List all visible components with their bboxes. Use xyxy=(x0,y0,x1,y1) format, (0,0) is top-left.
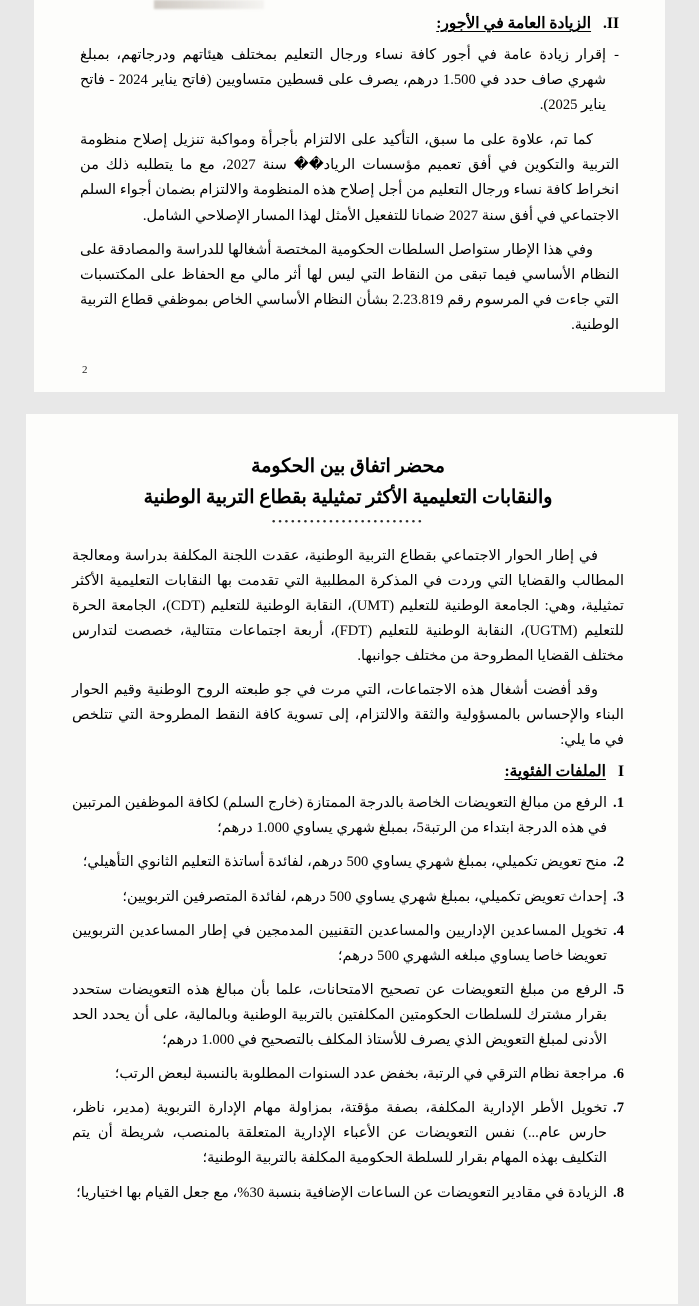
page-title-line-1: محضر اتفاق بين الحكومة xyxy=(251,456,445,477)
list-item xyxy=(72,850,624,875)
list-item-number: 4. xyxy=(613,922,624,939)
numbered-list xyxy=(72,791,624,1205)
list-item-text: إحداث تعويض تكميلي، بمبلغ شهري يساوي 500 درهم، لفائدة المتصرفين التربويين؛ xyxy=(122,888,608,905)
page-title xyxy=(72,452,624,514)
section-number-i: I xyxy=(617,763,624,781)
list-item xyxy=(72,978,624,1053)
list-item-text: منح تعويض تكميلي، بمبلغ شهري يساوي 500 درهم، لفائدة أساتذة التعليم الثانوي التأهيلي؛ xyxy=(82,854,608,871)
bulleted-paragraph-text: إقرار زيادة عامة في أجور كافة نساء ورجال التعليم بمختلف هيئاتهم ودرجاتهم، بمبلغ شهري صاف حدد في 1.500 درهم، يصرف على قسطين متساويين (فاتح يناير 2024 - فاتح يناير 2025). xyxy=(80,47,607,114)
list-item-number: 1. xyxy=(613,795,624,812)
sheet-separator xyxy=(0,392,699,414)
list-item-number: 8. xyxy=(613,1184,624,1201)
list-item-number: 7. xyxy=(613,1100,624,1117)
list-item-text: الرفع من مبلغ التعويضات عن تصحيح الامتحانات، علما بأن مبالغ هذه التعويضات ستحدد بقرار مشترك للسلطات الحكومتين المكلفتين بالتربية الوطنية وبالمالية، على أن يحدد الحد الأدنى لمبلغ التعويض الذي يصرف للأستاذ المكلف بالتصحيح في 1.000 درهم؛ xyxy=(72,981,608,1049)
list-item-number: 6. xyxy=(613,1066,624,1083)
list-item-text: تخويل المساعدين الإداريين والمساعدين التقنيين المدمجين في إطار المساعدين التربويين تعويضا خاصا يساوي مبلغه الشهري 500 درهم؛ xyxy=(72,922,608,964)
section-title-i: الملفات الفئوية: xyxy=(504,763,606,781)
list-item-number: 5. xyxy=(613,981,624,998)
list-item xyxy=(72,919,624,969)
paragraph-3: وفي هذا الإطار ستواصل السلطات الحكومية المختصة أشغالها للدراسة والمصادقة على النظام الأساسي فيما تبقى من النقاط التي ليس لها أثر مالي مع الحفاظ على المكتسبات التي جاءت في المرسوم رقم 2.23.819 بشأن النظام الأساسي الخاص بموظفي قطاع التربية الوطنية. xyxy=(80,241,619,333)
list-item-text: الرفع من مبالغ التعويضات الخاصة بالدرجة الممتازة (خارج السلم) لكافة الموظفين المرتبين في هذه الدرجة ابتداء من الرتبة5، بمبلغ شهري يساوي 1.000 درهم؛ xyxy=(72,795,608,837)
page-number: 2 xyxy=(82,364,88,377)
scan-smudge xyxy=(154,0,264,9)
dash-marker: - xyxy=(614,47,619,63)
list-item-text: مراجعة نظام الترقي في الرتبة، بخفض عدد السنوات المطلوبة بالنسبة لبعض الرتب؛ xyxy=(114,1066,608,1083)
list-item-number: 2. xyxy=(613,854,624,871)
section-heading-i xyxy=(72,762,624,781)
section-number: II. xyxy=(603,15,619,32)
page-title-line-2: والنقابات التعليمية الأكثر تمثيلية بقطاع التربية الوطنية xyxy=(143,486,553,508)
second-paragraph: وقد أفضت أشغال هذه الاجتماعات، التي مرت في جو طبعته الروح الوطنية وقيم الحوار البناء والإحساس بالمسؤولية والثقة والالتزام، إلى تسوية كافة النقط المطروحة التي تتلخص في ما يلي: xyxy=(72,682,624,749)
title-underline-dots: •••••••••••••••••••••••• xyxy=(271,515,425,528)
paragraph-2: كما تم، علاوة على ما سبق، التأكيد على الالتزام بأجرأة ومواكبة تنزيل إصلاح منظومة التربية والتكوين في أفق تعميم مؤسسات الرياد�� سنة 2027، مع ما يتطلبه ذلك من انخراط كافة نساء ورجال التعليم من أجل إصلاح هذه المنظومة والالتزام بضمان أجواء السلم الاجتماعي في أفق سنة 2027 ضمانا للتفعيل الأمثل لهذا المسار الإصلاحي الشامل. xyxy=(80,132,620,224)
list-item xyxy=(72,1096,624,1171)
document-sheet-upper xyxy=(34,0,665,392)
list-item xyxy=(72,791,624,841)
list-item xyxy=(72,885,624,910)
list-item-text: الزيادة في مقادير التعويضات عن الساعات الإضافية بنسبة 30%، مع جعل القيام بها اختياريا؛ xyxy=(76,1184,608,1201)
bulleted-paragraph xyxy=(80,43,619,118)
section-heading-ii xyxy=(80,14,619,33)
intro-paragraph: في إطار الحوار الاجتماعي بقطاع التربية الوطنية، عقدت اللجنة المكلفة بدراسة ومعالجة المطالب والقضايا التي وردت في المذكرة المطلبية التي تقدمت بها النقابات التعليمية الأكثر تمثيلية، وهي: الجامعة الوطنية للتعليم (UMT)، النقابة الوطنية للتعليم (CDT)، الجامعة الحرة للتعليم (UGTM)، النقابة الوطنية للتعليم (FDT)، أربعة اجتماعات متتالية، خصصت لتدارس مختلف القضايا المطروحة من مختلف جوانبها. xyxy=(72,547,624,664)
list-item-text: تخويل الأطر الإدارية المكلفة، بصفة مؤقتة، بمزاولة مهام الإدارة التربوية (مدير، ناظر، حارس عام...) نفس التعويضات عن الأعباء الإدارية المتعلقة بالمنصب، شريطة أن يتم التكليف بهذه المهام بقرار للسلطة الحكومية المكلفة بالتربية الوطنية؛ xyxy=(72,1100,608,1167)
list-item-number: 3. xyxy=(613,888,624,905)
section-title: الزيادة العامة في الأجور: xyxy=(436,15,592,32)
list-item xyxy=(72,1062,624,1087)
document-sheet-lower xyxy=(26,414,678,1304)
list-item xyxy=(72,1181,624,1206)
